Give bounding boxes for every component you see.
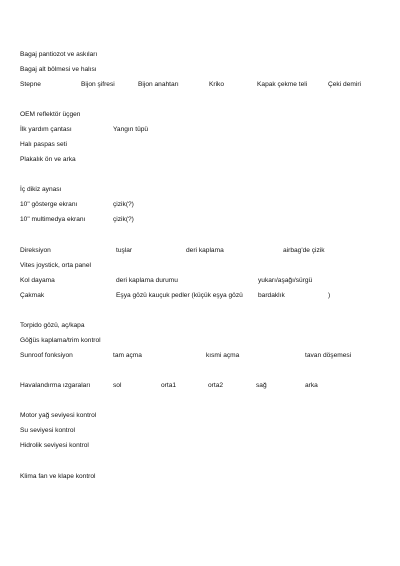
kol-dayama-item: Kol dayama bbox=[20, 277, 55, 284]
kriko-item: Kriko bbox=[209, 81, 225, 88]
tam-acma-note: tam açma bbox=[113, 352, 142, 359]
hidrolik-item: Hidrolik seviyesi kontrol bbox=[20, 442, 89, 449]
cakmak-item: Çakmak bbox=[20, 292, 45, 299]
hali-paspas-item: Halı paspas seti bbox=[20, 141, 67, 148]
bagaj-pantiozot-item: Bagaj pantiozot ve askıları bbox=[20, 51, 98, 58]
klima-item: Klima fan ve klape kontrol bbox=[20, 473, 96, 480]
multimedya-ekrani-item: 10" multimedya ekranı bbox=[20, 216, 86, 223]
airbag-cizik-note: airbag'de çizik bbox=[283, 247, 325, 254]
vent-arka-note: arka bbox=[305, 382, 318, 389]
gosterge-cizik-note: çizik(?) bbox=[113, 201, 134, 208]
yangin-tupu-item: Yangın tüpü bbox=[113, 126, 149, 133]
kapak-cekme-teli-item: Kapak çekme teli bbox=[257, 81, 308, 88]
ceki-demiri-item: Çeki demiri bbox=[328, 81, 361, 88]
bijon-anahtari-item: Bijon anahtarı bbox=[138, 81, 179, 88]
vites-item: Vites joystick, orta panel bbox=[20, 262, 91, 269]
deri-kaplama-note: deri kaplama bbox=[186, 247, 224, 254]
ic-dikiz-item: İç dikiz aynası bbox=[20, 186, 62, 193]
esya-gozu-note: Eşya gözü kauçuk pedler (küçük eşya gözü bbox=[116, 292, 243, 299]
havalandirma-item: Havalandırma ızgaraları bbox=[20, 382, 91, 389]
bagaj-alt-item: Bagaj alt bölmesi ve halısı bbox=[20, 66, 97, 73]
tavan-dosemesi-note: tavan döşemesi bbox=[305, 352, 352, 359]
kismi-acma-note: kısmi açma bbox=[206, 352, 240, 359]
su-seviyesi-item: Su seviyesi kontrol bbox=[20, 427, 75, 434]
gogus-kaplama-item: Göğüs kaplama/trim kontrol bbox=[20, 337, 101, 344]
gosterge-ekrani-item: 10" gösterge ekranı bbox=[20, 201, 78, 208]
vent-orta2-note: orta2 bbox=[208, 382, 224, 389]
oem-reflektor-item: OEM reflektör üçgen bbox=[20, 111, 81, 118]
bijon-sifresi-item: Bijon şifresi bbox=[81, 81, 115, 88]
ilk-yardim-item: İlk yardım çantası bbox=[20, 126, 72, 133]
plakalik-item: Plakalık ön ve arka bbox=[20, 156, 76, 163]
motor-yag-item: Motor yağ seviyesi kontrol bbox=[20, 412, 97, 419]
direksiyon-item: Direksiyon bbox=[20, 247, 51, 254]
yukari-asagi-note: yukarı/aşağı/sürgü bbox=[258, 277, 313, 284]
vent-orta1-note: orta1 bbox=[161, 382, 177, 389]
vent-sag-note: sağ bbox=[256, 382, 267, 389]
bardaklik-note: bardaklık bbox=[258, 292, 285, 299]
deri-kaplama-durumu-note: deri kaplama durumu bbox=[116, 277, 178, 284]
sunroof-item: Sunroof fonksiyon bbox=[20, 352, 73, 359]
closing-paren: ) bbox=[328, 292, 331, 299]
torpido-item: Torpido gözü, aç/kapa bbox=[20, 322, 85, 329]
multimedya-cizik-note: çizik(?) bbox=[113, 216, 134, 223]
stepne-item: Stepne bbox=[20, 81, 41, 88]
vent-sol-note: sol bbox=[113, 382, 122, 389]
tuslar-note: tuşlar bbox=[116, 247, 133, 254]
